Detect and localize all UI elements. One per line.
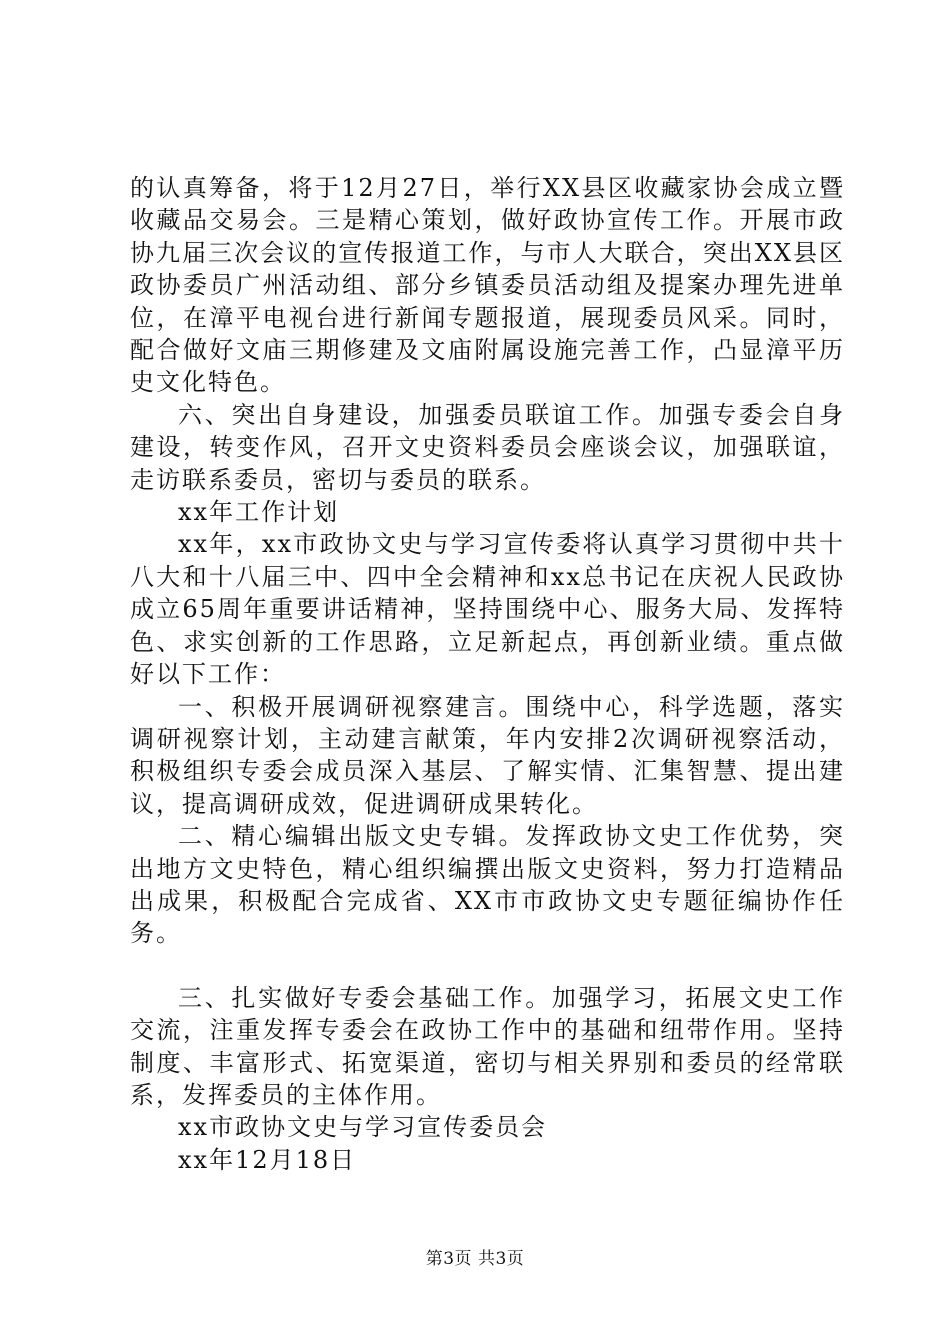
document-body [130, 172, 845, 1176]
signature-date: xx年12月18日 [178, 1145, 357, 1174]
plan-item-two: 二、精心编辑出版文史专辑。发挥政协文史工作优势，突出地方文史特色，精心组织编撰出版文史资料，努力打造精品出成果，积极配合完成省、XX市市政协文史专题征编协作任务。 [130, 822, 845, 948]
work-plan-intro: xx年，xx市政协文史与学习宣传委将认真学习贯彻中共十八大和十八届三中、四中全会精神和xx总书记在庆祝人民政协成立65周年重要讲话精神，坚持围绕中心、服务大局、发挥特色、求实创新的工作思路，立足新起点，再创新业绩。重点做好以下工作： [130, 530, 845, 689]
plan-item-three: 三、扎实做好专委会基础工作。加强学习，拓展文史工作交流，注重发挥专委会在政协工作中的基础和纽带作用。坚持制度、丰富形式、拓宽渠道，密切与相关界别和委员的经常联系，发挥委员的主体作用。 [130, 983, 845, 1109]
paragraph-section-six: 六、突出自身建设，加强委员联谊工作。加强专委会自身建设，转变作风，召开文史资料委员会座谈会议，加强联谊，走访联系委员，密切与委员的联系。 [130, 400, 845, 494]
work-plan-heading: xx年工作计划 [178, 498, 340, 527]
signature-organization: xx市政协文史与学习宣传委员会 [178, 1113, 548, 1142]
page-number-footer: 第3页 共3页 [425, 1249, 525, 1269]
paragraph-continuation: 的认真筹备，将于12月27日，举行XX县区收藏家协会成立暨收藏品交易会。三是精心策划，做好政协宣传工作。开展市政协九届三次会议的宣传报道工作，与市人大联合，突出XX县区政协委员广州活动组、部分乡镇委员活动组及提案办理先进单位，在漳平电视台进行新闻专题报道，展现委员风采。同时，配合做好文庙三期修建及文庙附属设施完善工作，凸显漳平历史文化特色。 [130, 174, 845, 397]
plan-item-one: 一、积极开展调研视察建言。围绕中心，科学选题，落实调研视察计划，主动建言献策，年内安排2次调研视察活动，积极组织专委会成员深入基层、了解实情、汇集智慧、提出建议，提高调研成效，促进调研成果转化。 [130, 692, 845, 818]
